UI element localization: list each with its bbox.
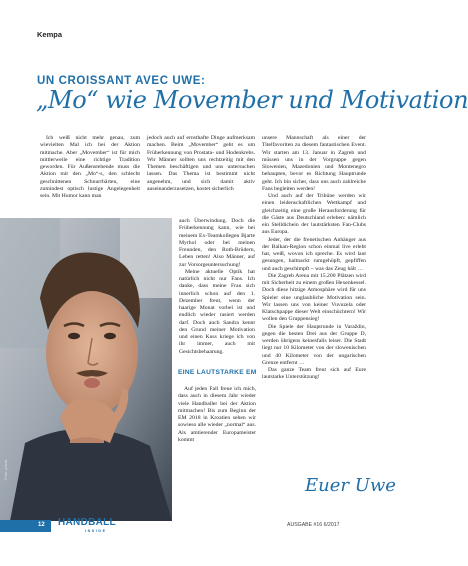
paragraph: Und auch auf der Tribüne werden wir einen leidenschaftlichen Wettkampf und gleichzeitig eine große Herausforderung für die Gäste aus Deutschland erleben: nämlich ein Stelldichein der lautstärksten Fan-Clubs aus Europa. [262, 193, 366, 236]
paragraph: Das ganze Team freut sich auf Eure lautstarke Unterstützung! [262, 367, 366, 381]
section-label: Kempa [37, 30, 63, 39]
paragraph: Die Zagreb Arena mit 15.200 Plätzen wird mit Sicherheit zu einem großen Hexenkessel. Doch diese hitzige Atmosphäre wird für uns Spieler eine unglaubliche Motivation sein. Wir lassen uns von keiner Vuvuzela oder Klatschpappe dieser Welt einschüchtern! Wir wollen den Gruppensieg! [262, 272, 366, 323]
paragraph: Meine aktuelle Optik hat natürlich nicht nur Fans. Ich danke, dass meine Frau sich innerlich schon auf den 1. Dezember freut, wenn der haarige Monat vorbei ist und endlich wieder rasiert werden darf. Doch auch Sandra kennt den Grund meiner Motivation und einen Kuss kriege ich von ihr immer, auch mit Gesichtsbehaarung. [179, 268, 255, 355]
magazine-logo-sub: INSIDE [85, 529, 107, 533]
article-headline: „Mo“ wie Movember und Motivation [36, 86, 468, 114]
article-kicker: UN CROISSANT AVEC UWE: [37, 75, 206, 87]
column-middle-top [147, 135, 255, 193]
paragraph: jedoch auch auf ernsthafte Dinge aufmerksam machen. Beim „Movember“ geht es um Früherkennung von Prostata- und Hodenkrebs. Wir Männer sollten uns rechtzeitig mit den Themen beschäftigen und uns untersuchen lassen. Das Thema ist bestimmt nicht angenehm, und sich damit aktiv auseinanderzusetzen, kostet sicherlich [147, 135, 255, 192]
page-number: 12 [38, 522, 45, 528]
paragraph: auch Überwindung. Doch die Früherkennung kann, wie bei meinem Ex-Teamkollegen Bjarte Myrhol oder bei meinen Freunden, den Roth-Brüdern, Leben retten! Also Männer, auf zur Vorsorgeuntersuchung! [179, 218, 255, 268]
photo-credit: Foto: privat [3, 459, 8, 480]
column-right [262, 135, 366, 382]
paragraph: Auf jeden Fall freue ich mich, dass auch in diesem Jahr wieder viele Handballer bei der Aktion mitmachen! Bis zum Beginn der EM 2018 in Kroatien sehen wir sowieso alle wieder „normal“ aus. Als amtierender Europameister kommt [178, 386, 256, 443]
paragraph: Ich weiß nicht mehr genau, zum wievielten Mal ich bei der Aktion mitmache. Aber „Movember“ ist für mich mittlerweile eine richtige Tradition geworden. Für Außenstehende muss die Aktion mit den „Mo“-s, den schlecht geschnittenen Schnurrbärten, eine zumindest optisch lustige Angelegenheit sein. Mit Humor kann man [40, 135, 140, 199]
paragraph: Die Spiele der Hauptrunde in Varaždin, gegen die besten Drei aus der Gruppe D, werden übrigens keinesfalls leiser. Die Stadt liegt nur 10 Kilometer von der slowenischen und 40 Kilometer von der ungarischen Grenze entfernt … [262, 323, 366, 366]
issue-label: AUSGABE #16 6/2017 [287, 522, 340, 528]
paragraph: unsere Mannschaft als einer der Titelfavoriten zu diesem fantastischen Event. Wir starten am 13. Januar in Zagreb und müssen uns in der Vorgruppe gegen Slowenien, Mazedonien und Montenegro behaupten, bevor es Richtung Hauptrunde geht. Ich bin sicher, dass uns auch zahlreiche Fans begleiten werden! [262, 135, 366, 192]
column-left [40, 135, 140, 200]
paragraph: Jeder, der die frenetischen Anhänger aus der Balkan-Region schon einmal live erlebt hat, weiß, wovon ich spreche. Es wird laut gesungen, haltnackt rumgehüpft, gepfiffen und auch geschimpft – was das Zeug hält … [262, 236, 366, 272]
column-middle-bottom [178, 386, 256, 444]
magazine-logo: HANDBALL [58, 517, 116, 528]
subheading: EINE LAUTSTARKE EM [178, 369, 257, 376]
author-signature: Euer Uwe [305, 475, 396, 496]
column-middle-wrap [179, 218, 255, 356]
author-photo [0, 218, 172, 521]
